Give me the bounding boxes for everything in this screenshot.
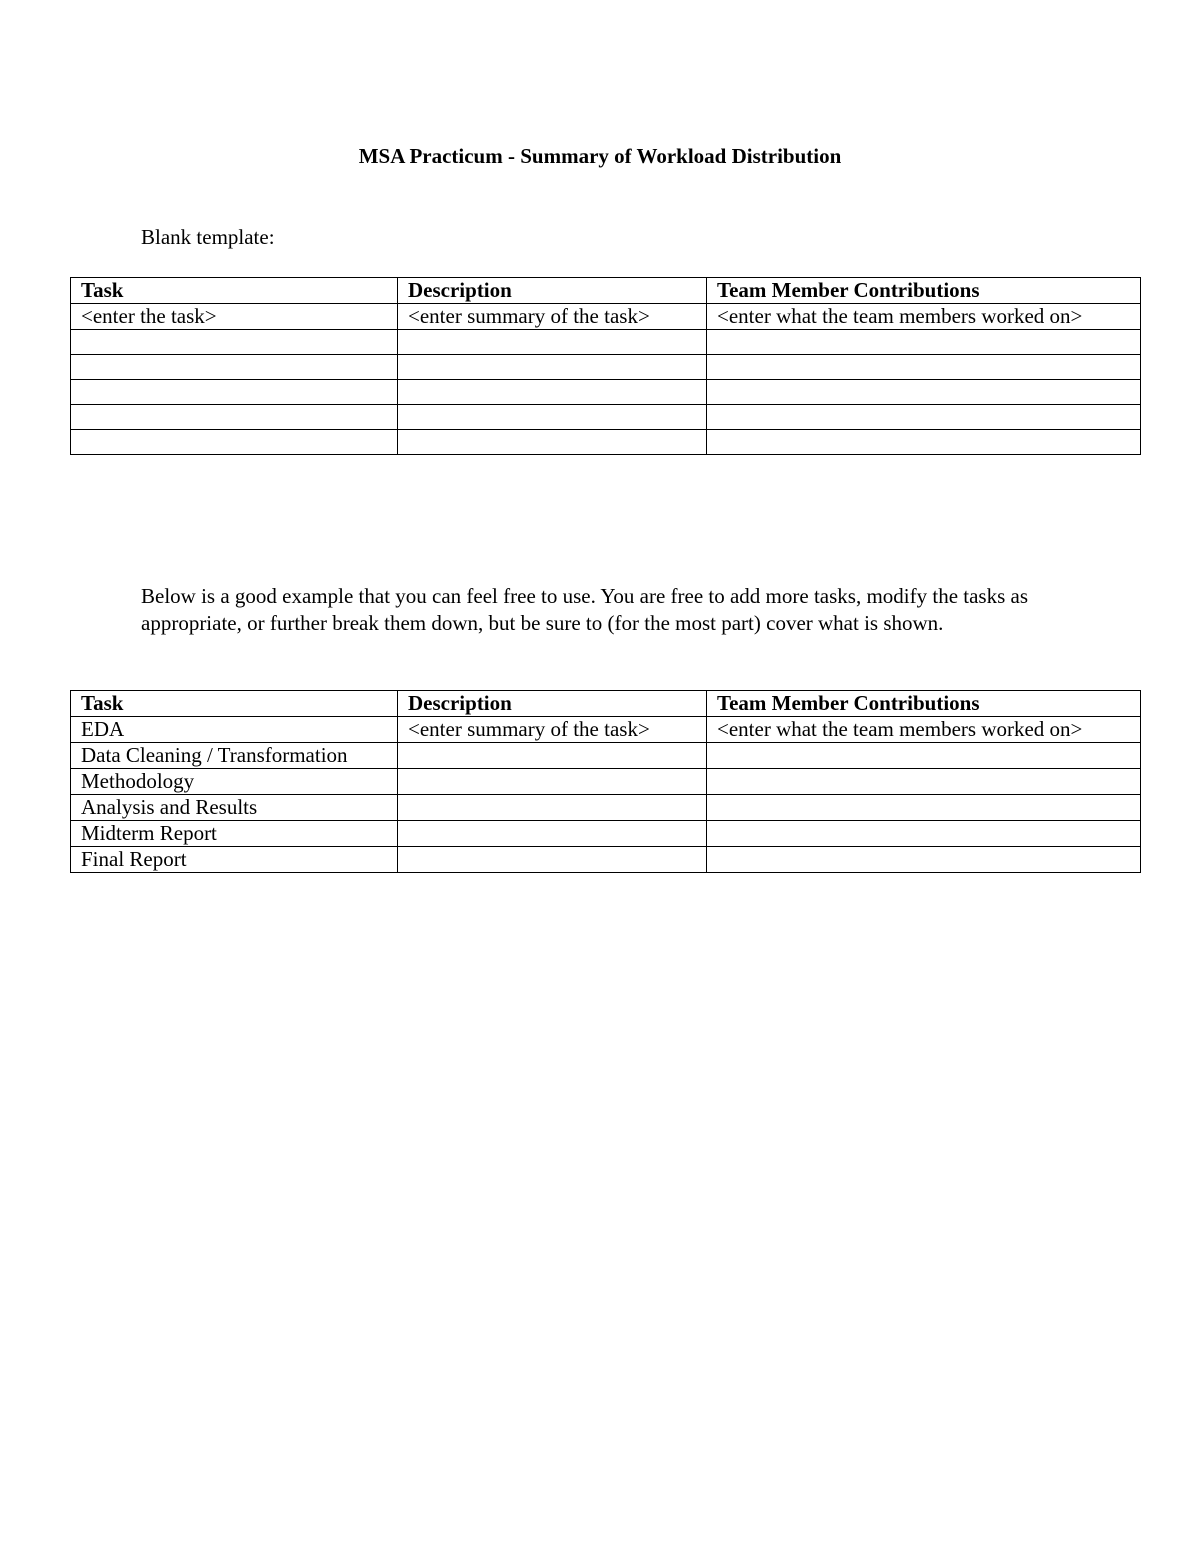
cell-contributions xyxy=(707,405,1141,430)
header-task: Task xyxy=(71,691,398,717)
cell-description xyxy=(398,821,707,847)
header-team-member-contributions: Team Member Contributions xyxy=(707,278,1141,304)
cell-contributions: <enter what the team members worked on> xyxy=(707,717,1141,743)
cell-description: <enter summary of the task> xyxy=(398,717,707,743)
cell-contributions xyxy=(707,355,1141,380)
cell-contributions: <enter what the team members worked on> xyxy=(707,304,1141,330)
table-row xyxy=(71,821,1141,847)
header-description: Description xyxy=(398,691,707,717)
table-row xyxy=(71,304,1141,330)
header-description: Description xyxy=(398,278,707,304)
header-task: Task xyxy=(71,278,398,304)
cell-description xyxy=(398,430,707,455)
cell-task: Methodology xyxy=(71,769,398,795)
example-intro-paragraph: Below is a good example that you can feel free to use. You are free to add more tasks, modify the tasks as appropriate, or further break them down, but be sure to (for the most part) cover what is shown. xyxy=(141,584,1029,635)
cell-description: <enter summary of the task> xyxy=(398,304,707,330)
cell-description xyxy=(398,769,707,795)
cell-description xyxy=(398,380,707,405)
blank-template-table xyxy=(70,277,1141,455)
cell-contributions xyxy=(707,847,1141,873)
header-team-member-contributions: Team Member Contributions xyxy=(707,691,1141,717)
blank-template-label: Blank template: xyxy=(141,225,275,249)
table-row xyxy=(71,769,1141,795)
table-row xyxy=(71,743,1141,769)
cell-description xyxy=(398,355,707,380)
cell-contributions xyxy=(707,743,1141,769)
cell-contributions xyxy=(707,380,1141,405)
cell-task: Data Cleaning / Transformation xyxy=(71,743,398,769)
cell-description xyxy=(398,743,707,769)
cell-task: <enter the task> xyxy=(71,304,398,330)
cell-task: Analysis and Results xyxy=(71,795,398,821)
cell-task: Midterm Report xyxy=(71,821,398,847)
cell-description xyxy=(398,405,707,430)
table-row xyxy=(71,355,1141,380)
cell-description xyxy=(398,795,707,821)
cell-contributions xyxy=(707,330,1141,355)
table-row xyxy=(71,795,1141,821)
table-row xyxy=(71,430,1141,455)
cell-task: Final Report xyxy=(71,847,398,873)
table-header-row xyxy=(71,278,1141,304)
example-table xyxy=(70,690,1141,873)
cell-contributions xyxy=(707,769,1141,795)
cell-task xyxy=(71,430,398,455)
cell-task xyxy=(71,405,398,430)
cell-contributions xyxy=(707,795,1141,821)
table-row xyxy=(71,405,1141,430)
cell-contributions xyxy=(707,821,1141,847)
table-row xyxy=(71,380,1141,405)
document-title: MSA Practicum - Summary of Workload Distribution xyxy=(358,144,842,168)
cell-task: EDA xyxy=(71,717,398,743)
cell-task xyxy=(71,330,398,355)
table-row xyxy=(71,847,1141,873)
cell-description xyxy=(398,330,707,355)
cell-contributions xyxy=(707,430,1141,455)
cell-task xyxy=(71,355,398,380)
cell-task xyxy=(71,380,398,405)
table-row xyxy=(71,330,1141,355)
table-row xyxy=(71,717,1141,743)
table-header-row xyxy=(71,691,1141,717)
cell-description xyxy=(398,847,707,873)
